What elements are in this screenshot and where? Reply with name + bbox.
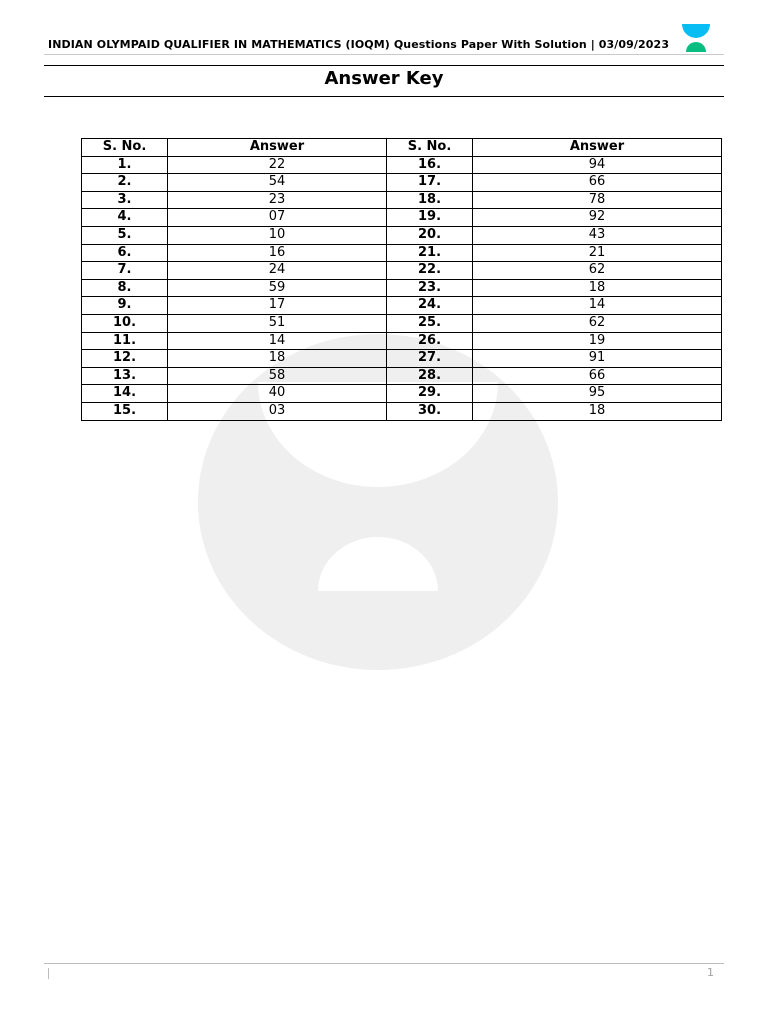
answer-cell: 21 [473, 244, 722, 262]
question-number-cell: 5. [82, 226, 168, 244]
heading-rule-bottom [44, 96, 724, 97]
answer-cell: 62 [473, 314, 722, 332]
page-number: 1 [707, 966, 714, 979]
question-number-cell: 17. [387, 174, 473, 192]
answer-cell: 10 [168, 226, 387, 244]
table-row [82, 191, 722, 209]
table-row [82, 262, 722, 280]
answer-cell: 17 [168, 297, 387, 315]
question-number-cell: 29. [387, 385, 473, 403]
question-number-cell: 9. [82, 297, 168, 315]
question-number-cell: 2. [82, 174, 168, 192]
page-title: Answer Key [324, 68, 444, 89]
column-header-answer: Answer [473, 139, 722, 157]
footer-divider [44, 963, 724, 964]
answer-key-table [81, 138, 722, 421]
question-number-cell: 13. [82, 367, 168, 385]
question-number-cell: 11. [82, 332, 168, 350]
answer-cell: 43 [473, 226, 722, 244]
question-number-cell: 8. [82, 279, 168, 297]
question-number-cell: 12. [82, 350, 168, 368]
question-number-cell: 18. [387, 191, 473, 209]
table-row [82, 385, 722, 403]
answer-cell: 22 [168, 156, 387, 174]
heading-rule-top [44, 65, 724, 66]
table-row [82, 367, 722, 385]
answer-cell: 91 [473, 350, 722, 368]
table-row [82, 174, 722, 192]
column-header-answer: Answer [168, 139, 387, 157]
table-row [82, 156, 722, 174]
answer-cell: 14 [168, 332, 387, 350]
question-number-cell: 10. [82, 314, 168, 332]
question-number-cell: 27. [387, 350, 473, 368]
footer-marker [48, 968, 49, 979]
table-row [82, 209, 722, 227]
question-number-cell: 3. [82, 191, 168, 209]
answer-cell: 40 [168, 385, 387, 403]
header-divider [44, 54, 724, 55]
question-number-cell: 6. [82, 244, 168, 262]
question-number-cell: 30. [387, 402, 473, 420]
answer-cell: 66 [473, 367, 722, 385]
answer-cell: 59 [168, 279, 387, 297]
answer-cell: 16 [168, 244, 387, 262]
table-row [82, 297, 722, 315]
answer-cell: 18 [473, 279, 722, 297]
table-header-row [82, 139, 722, 157]
question-number-cell: 19. [387, 209, 473, 227]
table-row [82, 332, 722, 350]
answer-cell: 07 [168, 209, 387, 227]
answer-cell: 94 [473, 156, 722, 174]
question-number-cell: 21. [387, 244, 473, 262]
document-header-title: INDIAN OLYMPAID QUALIFIER IN MATHEMATICS (IOQM) Questions Paper With Solution | 03/09/2023 [48, 38, 670, 51]
table-row [82, 244, 722, 262]
unacademy-logo-icon [680, 20, 712, 54]
answer-cell: 51 [168, 314, 387, 332]
question-number-cell: 14. [82, 385, 168, 403]
answer-cell: 62 [473, 262, 722, 280]
question-number-cell: 4. [82, 209, 168, 227]
question-number-cell: 28. [387, 367, 473, 385]
answer-cell: 78 [473, 191, 722, 209]
table-row [82, 350, 722, 368]
table-row [82, 279, 722, 297]
answer-cell: 54 [168, 174, 387, 192]
column-header-sno: S. No. [82, 139, 168, 157]
question-number-cell: 16. [387, 156, 473, 174]
column-header-sno: S. No. [387, 139, 473, 157]
answer-cell: 23 [168, 191, 387, 209]
answer-cell: 24 [168, 262, 387, 280]
answer-cell: 19 [473, 332, 722, 350]
question-number-cell: 15. [82, 402, 168, 420]
answer-cell: 58 [168, 367, 387, 385]
answer-cell: 14 [473, 297, 722, 315]
question-number-cell: 26. [387, 332, 473, 350]
question-number-cell: 25. [387, 314, 473, 332]
table-row [82, 226, 722, 244]
answer-cell: 66 [473, 174, 722, 192]
question-number-cell: 7. [82, 262, 168, 280]
question-number-cell: 22. [387, 262, 473, 280]
answer-cell: 92 [473, 209, 722, 227]
answer-cell: 95 [473, 385, 722, 403]
table-row [82, 314, 722, 332]
question-number-cell: 20. [387, 226, 473, 244]
question-number-cell: 1. [82, 156, 168, 174]
table-row [82, 402, 722, 420]
answer-cell: 18 [168, 350, 387, 368]
question-number-cell: 23. [387, 279, 473, 297]
answer-cell: 03 [168, 402, 387, 420]
answer-cell: 18 [473, 402, 722, 420]
question-number-cell: 24. [387, 297, 473, 315]
